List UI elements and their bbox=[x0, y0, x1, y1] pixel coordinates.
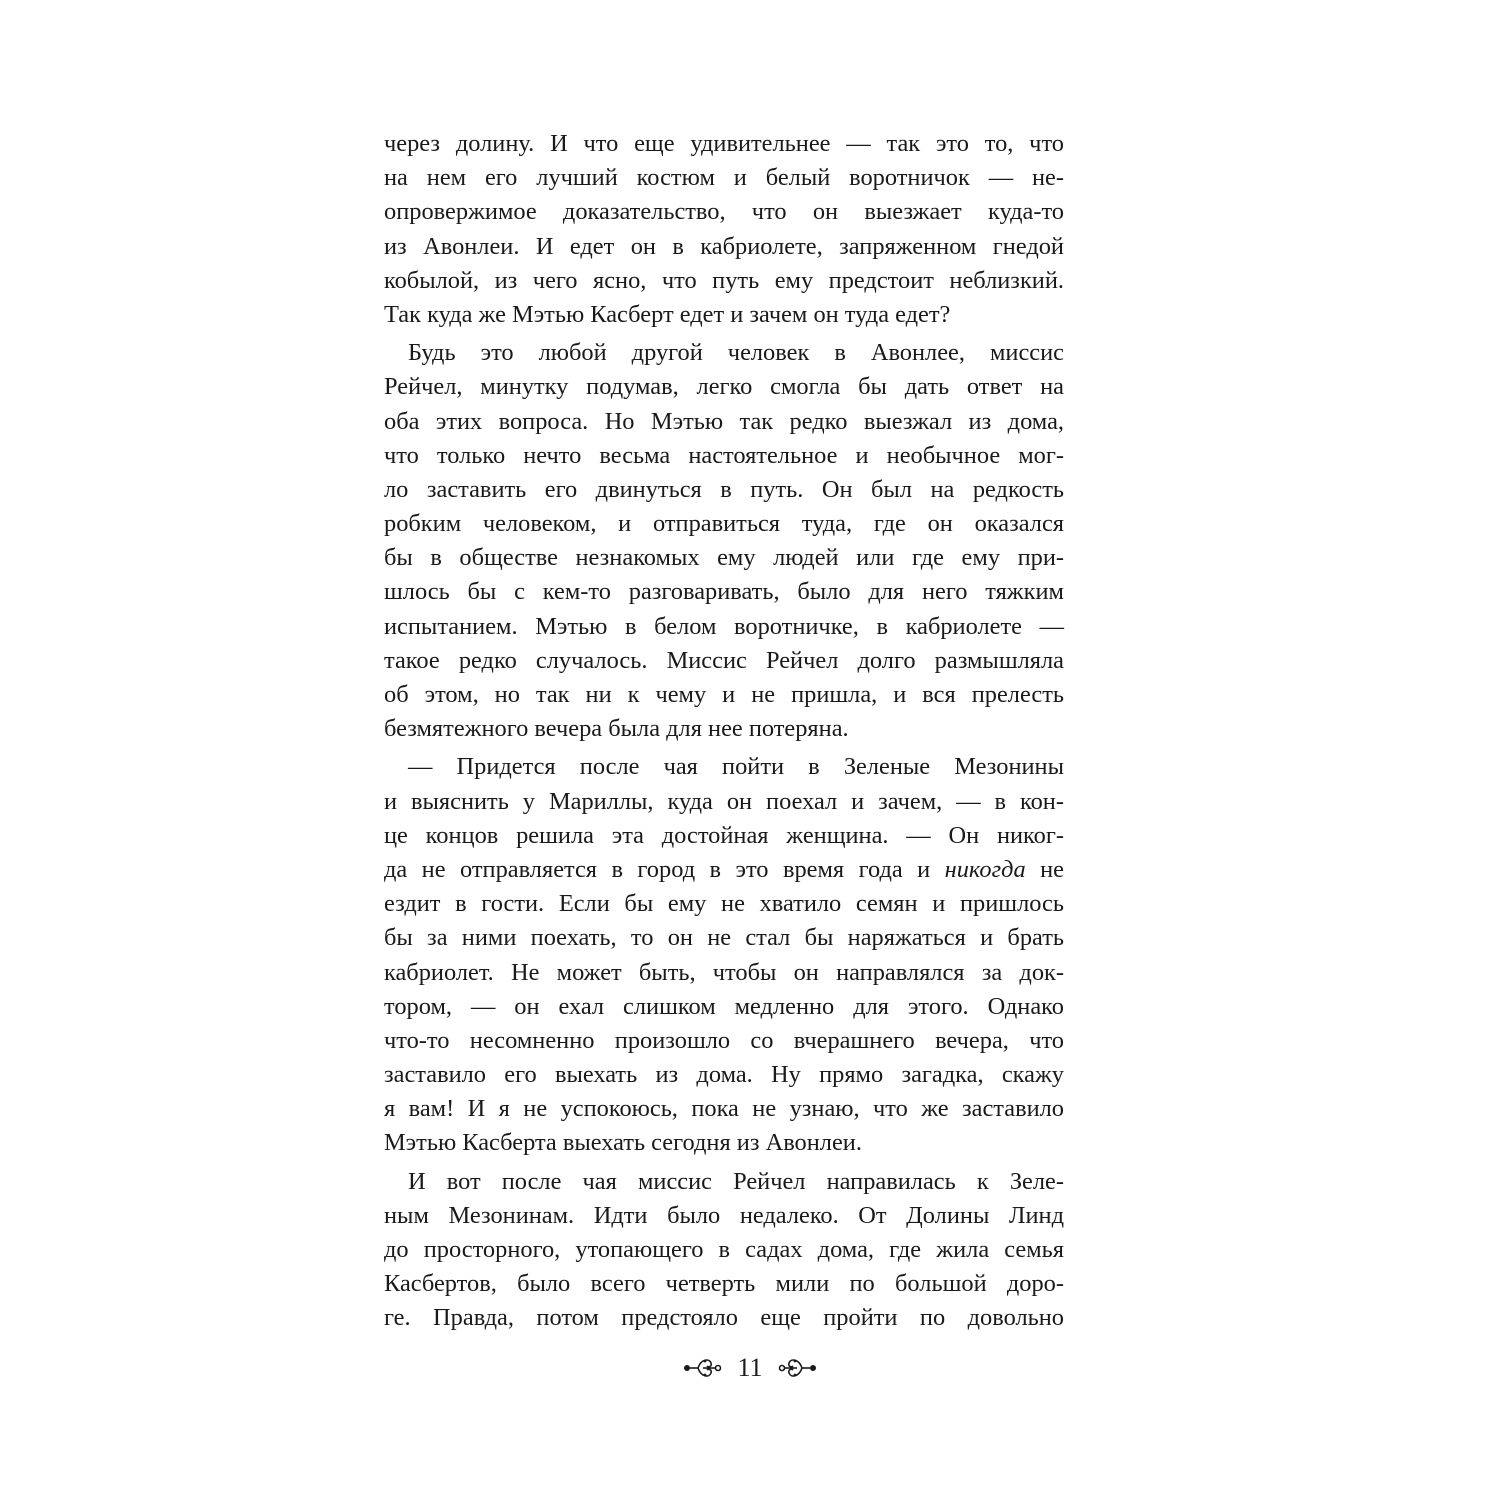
paragraph-first-line: И вот после чая миссис Рейчел направилась к Зеле- bbox=[408, 1167, 1064, 1195]
text-line: ло заставить его двинуться в путь. Он был на редкость bbox=[384, 475, 1064, 503]
text-line: что только нечто весьма настоятельное и необычное мог- bbox=[384, 441, 1064, 469]
paragraph-first-line: Будь это любой другой человек в Авонлее, миссис bbox=[408, 339, 1064, 367]
text-line: Мэтью Касберта выехать сегодня из Авонлеи. bbox=[384, 1129, 862, 1157]
page-number: 11 bbox=[737, 1353, 763, 1382]
text-line: из Авонлеи. И едет он в кабриолете, запряженном гнедой bbox=[384, 232, 1064, 260]
text-line: ездит в гости. Если бы ему не хватило семян и пришлось bbox=[384, 890, 1064, 918]
text-line: оба этих вопроса. Но Мэтью так редко выезжал из дома, bbox=[384, 407, 1064, 435]
text-line: опровержимое доказательство, что он выезжает куда-то bbox=[384, 198, 1064, 226]
fleuron-right-icon bbox=[777, 1353, 819, 1383]
text-line: заставило его выехать из дома. Ну прямо загадка, скажу bbox=[384, 1061, 1064, 1089]
fleuron-left-icon bbox=[681, 1353, 723, 1383]
paragraph-first-line: — Придется после чая пойти в Зеленые Мезонины bbox=[408, 753, 1064, 781]
page-body-text bbox=[384, 127, 1064, 1336]
text-line: и выяснить у Мариллы, куда он поехал и зачем, — в кон- bbox=[384, 787, 1064, 815]
text-line-with-italic: да не отправляется в город в это время года и никогда не bbox=[384, 855, 1064, 883]
text-line: такое редко случалось. Миссис Рейчел долго размышляла bbox=[384, 646, 1064, 674]
text-line: через долину. И что еще удивительнее — так это то, что bbox=[384, 130, 1064, 157]
text-line: до просторного, утопающего в садах дома, где жила семья bbox=[384, 1236, 1064, 1263]
text-line: Касбертов, было всего четверть мили по большой доро- bbox=[384, 1270, 1064, 1298]
text-line: бы за ними поехать, то он не стал бы наряжаться и брать bbox=[384, 924, 1064, 952]
text-line: робким человеком, и отправиться туда, где он оказался bbox=[384, 510, 1064, 538]
text-line: ге. Правда, потом предстояло еще пройти по довольно bbox=[384, 1304, 1064, 1332]
italic-emphasis: никогда bbox=[944, 855, 1026, 883]
text-line: безмятежного вечера была для нее потеряна. bbox=[384, 715, 849, 743]
text-line: тором, — он ехал слишком медленно для этого. Однако bbox=[384, 992, 1064, 1020]
text-line: бы в обществе незнакомых ему людей или где ему при- bbox=[384, 544, 1064, 572]
text-line: об этом, но так ни к чему и не пришла, и вся прелесть bbox=[384, 681, 1064, 708]
text-line: Так куда же Мэтью Касберт едет и зачем он туда едет? bbox=[384, 300, 951, 328]
page-footer bbox=[600, 1348, 900, 1388]
text-line: Рейчел, минутку подумав, легко смогла бы дать ответ на bbox=[384, 373, 1064, 401]
text-line: шлось бы с кем-то разговаривать, было для него тяжким bbox=[384, 578, 1064, 606]
text-line: что-то несомненно произошло со вчерашнего вечера, что bbox=[384, 1026, 1064, 1054]
text-line: кобылой, из чего ясно, что путь ему предстоит неблизкий. bbox=[384, 266, 1064, 294]
text-line: ным Мезонинам. Идти было недалеко. От Долины Линд bbox=[384, 1201, 1064, 1229]
text-line: я вам! И я не успокоюсь, пока не узнаю, что же заставило bbox=[384, 1095, 1064, 1123]
text-line: кабриолет. Не может быть, чтобы он направлялся за док- bbox=[384, 958, 1064, 986]
text-line: це концов решила эта достойная женщина. — Он никог- bbox=[384, 821, 1064, 849]
text-line: на нем его лучший костюм и белый воротничок — не- bbox=[384, 164, 1064, 192]
text-line: испытанием. Мэтью в белом воротничке, в кабриолете — bbox=[384, 612, 1064, 640]
